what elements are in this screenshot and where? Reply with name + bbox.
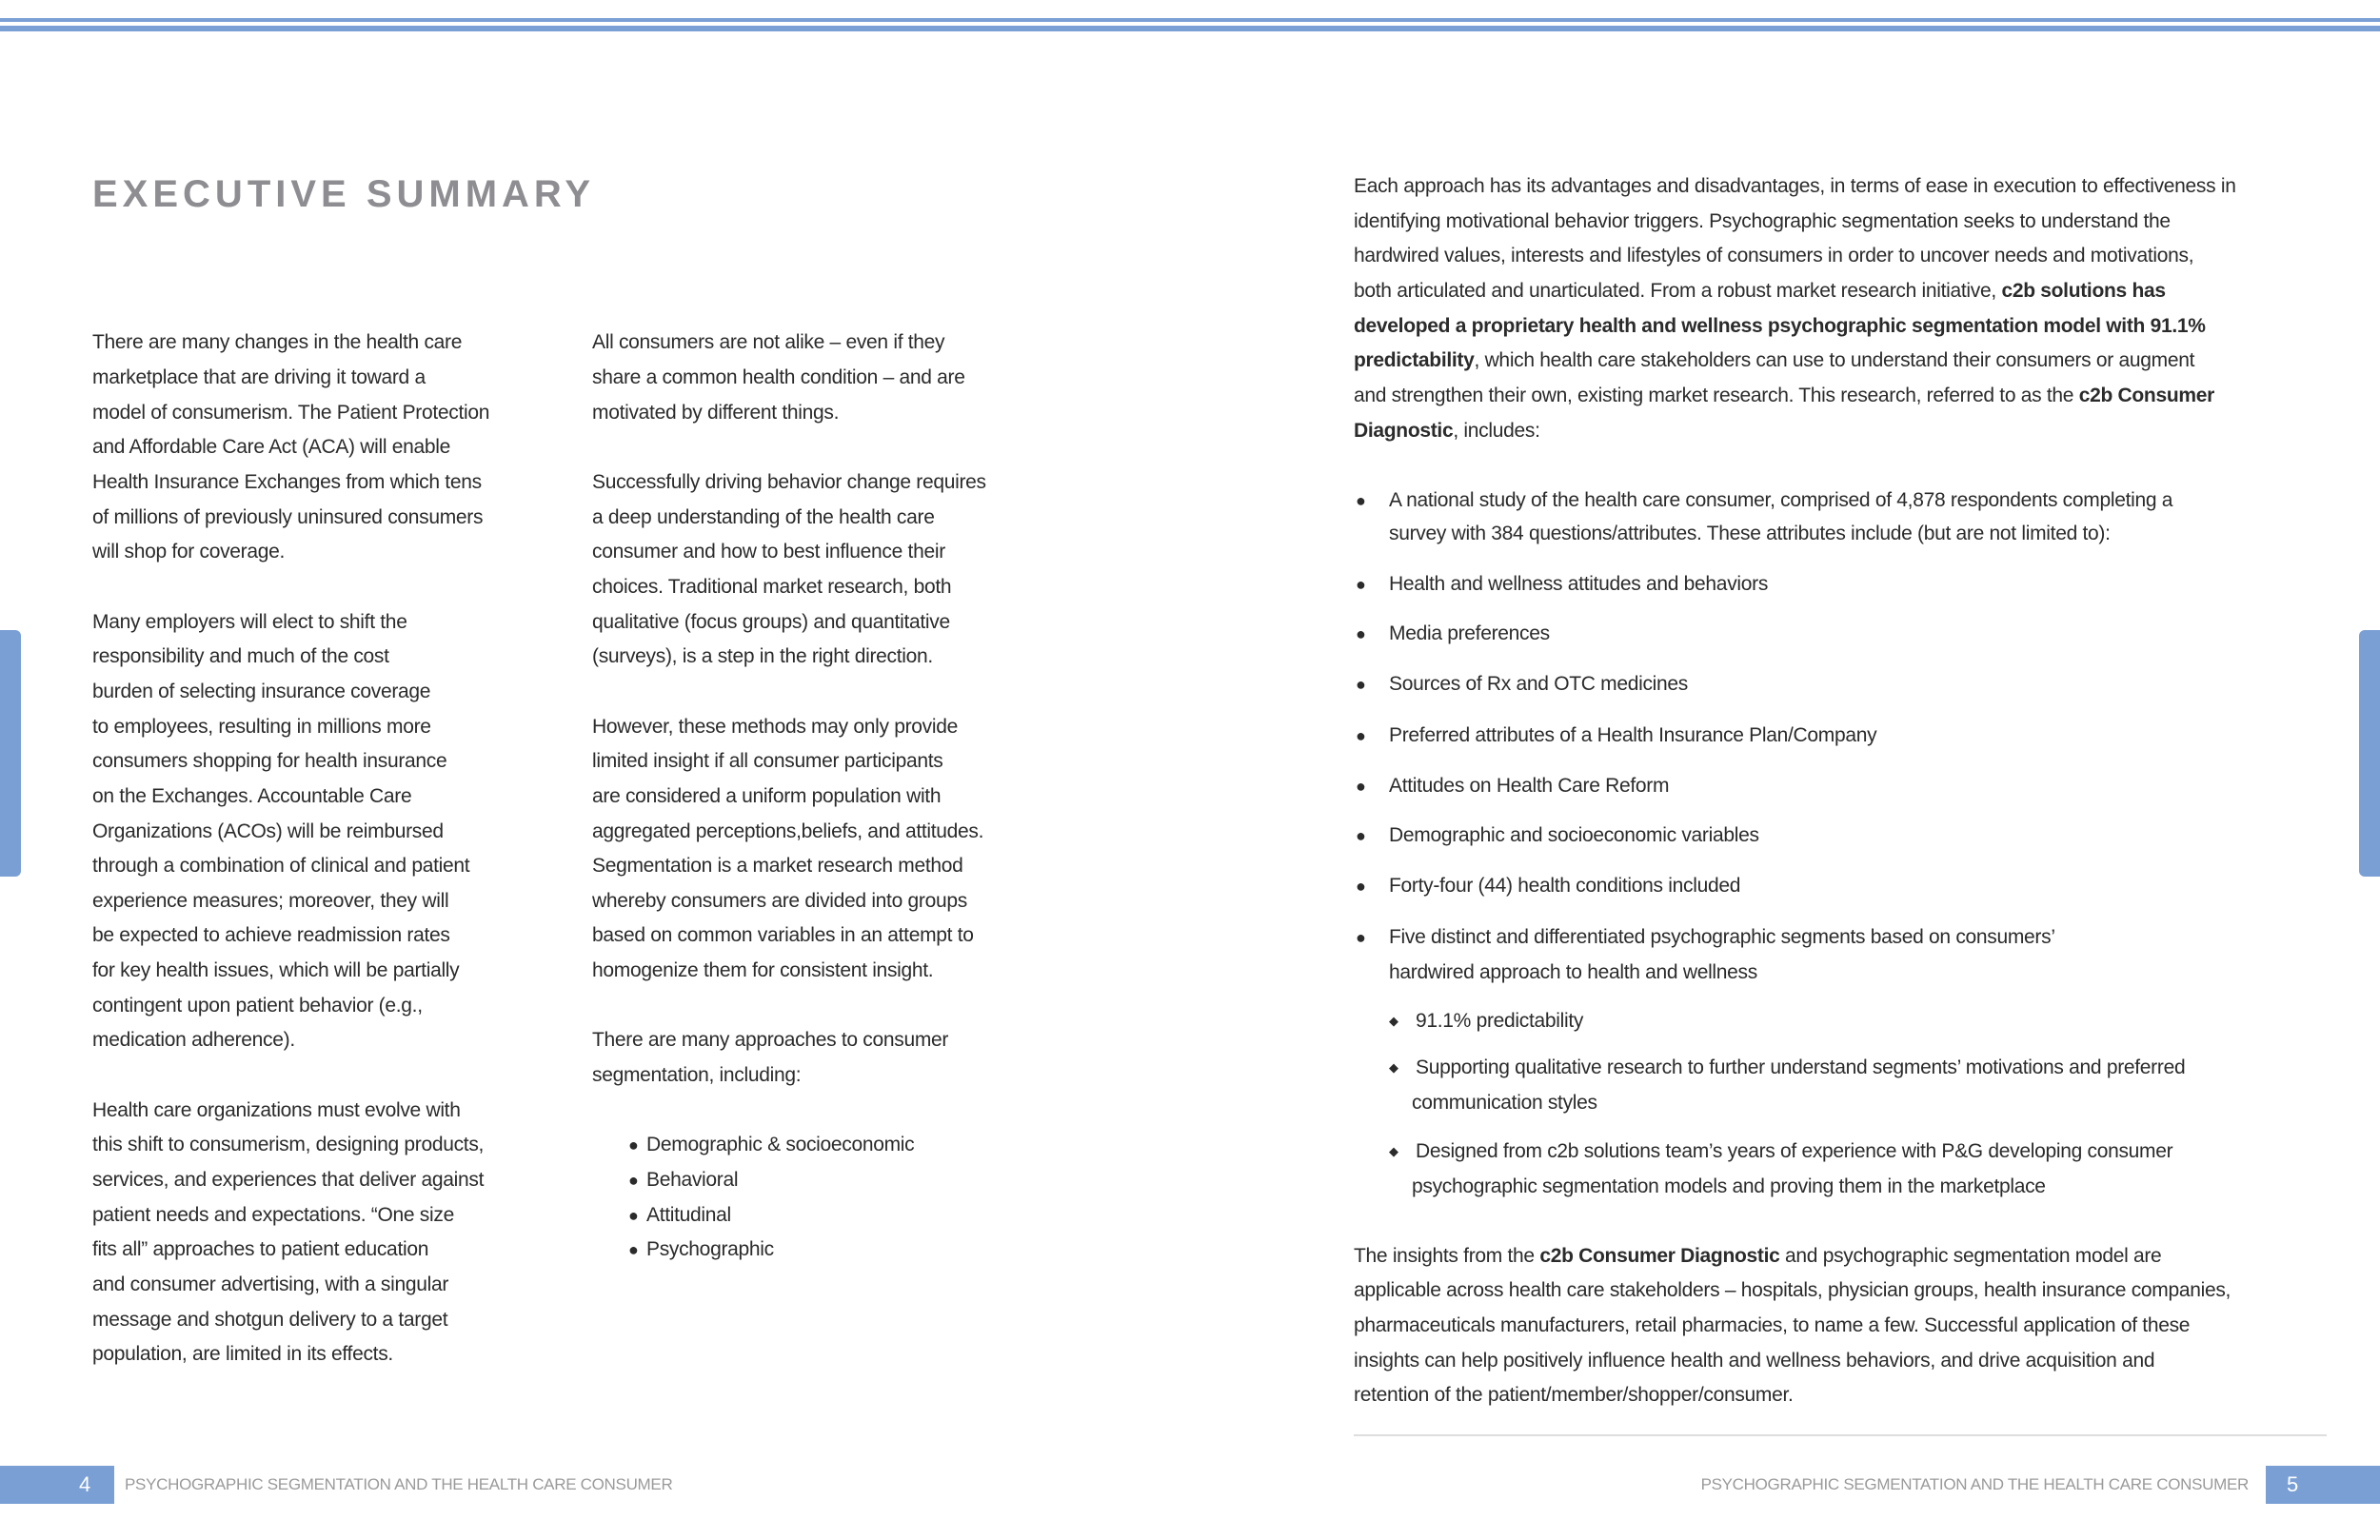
paragraph-line: All consumers are not alike – even if they <box>592 331 945 354</box>
paragraph-line: contingent upon patient behavior (e.g., <box>92 994 423 1017</box>
top-rule-thick <box>0 26 2380 31</box>
bullet-item: Media preferences <box>1389 622 1550 645</box>
text-segment: both articulated and unarticulated. From a robust market research initiative, <box>1354 280 2002 303</box>
bullet-item: A national study of the health care consumer, comprised of 4,878 respondents completing a <box>1389 489 2173 512</box>
paragraph-line: However, these methods may only provide <box>592 715 958 738</box>
paragraph-line: Segmentation is a market research method <box>592 855 963 878</box>
paragraph-line: message and shotgun delivery to a target <box>92 1308 448 1331</box>
text-segment: and strengthen their own, existing market research. This research, referred to as the <box>1354 385 2079 407</box>
paragraph-line: through a combination of clinical and patient <box>92 855 470 878</box>
diamond-bullet-icon: ◆ <box>1389 1060 1398 1076</box>
sub-bullet-item: 91.1% predictability <box>1416 1009 1584 1032</box>
top-rule-thin <box>0 18 2380 22</box>
paragraph-line: be expected to achieve readmission rates <box>92 924 450 947</box>
bullet-icon: ● <box>1356 826 1366 846</box>
page-number-left <box>0 1466 114 1504</box>
paragraph-line: Health Insurance Exchanges from which tens <box>92 470 482 493</box>
paragraph-line: homogenize them for consistent insight. <box>592 959 934 982</box>
sub-bullet-item: Supporting qualitative research to further understand segments’ motivations and preferred <box>1416 1056 2186 1079</box>
bullet-icon: ● <box>1356 674 1366 694</box>
paragraph-line: population, are limited in its effects. <box>92 1343 393 1366</box>
paragraph-line: patient needs and expectations. “One size <box>92 1203 454 1226</box>
paragraph-line: limited insight if all consumer participants <box>592 750 943 773</box>
paragraph-line: for key health issues, which will be partially <box>92 959 460 982</box>
paragraph-line: There are many changes in the health care <box>92 331 463 354</box>
paragraph-line <box>1354 309 2206 344</box>
diamond-bullet-icon: ◆ <box>1389 1013 1398 1028</box>
bold-text: c2b Consumer Diagnostic <box>1539 1244 1780 1267</box>
running-title-left: PSYCHOGRAPHIC SEGMENTATION AND THE HEALTH CARE CONSUMER <box>125 1475 673 1493</box>
paragraph-line: burden of selecting insurance coverage <box>92 680 431 702</box>
bullet-icon: ● <box>1356 776 1366 796</box>
paragraph-line: services, and experiences that deliver against <box>92 1169 485 1192</box>
paragraph-line: and Affordable Care Act (ACA) will enable <box>92 436 451 459</box>
right-side-tab <box>2359 630 2380 877</box>
text-segment: The insights from the <box>1354 1244 1540 1267</box>
diamond-bullet-icon: ◆ <box>1389 1143 1398 1158</box>
bullet-icon: ● <box>1356 726 1366 746</box>
bullet-item: survey with 384 questions/attributes. These attributes include (but are not limited to): <box>1389 523 2111 545</box>
paragraph-line: segmentation, including: <box>592 1064 802 1087</box>
bullet-item: Preferred attributes of a Health Insurance Plan/Company <box>1389 724 1877 747</box>
paragraph-line: fits all” approaches to patient education <box>92 1238 429 1261</box>
paragraph-line: There are many approaches to consumer <box>592 1029 949 1052</box>
paragraph-line: (surveys), is a step in the right direction. <box>592 645 933 668</box>
bullet-item: Sources of Rx and OTC medicines <box>1389 672 1688 695</box>
paragraph-line: insights can help positively influence health and wellness behaviors, and drive acquisition and <box>1354 1349 2155 1372</box>
paragraph-line: Many employers will elect to shift the <box>92 610 407 633</box>
page-number-right <box>2266 1466 2380 1504</box>
paragraph-line: consumers shopping for health insurance <box>92 750 447 773</box>
paragraph-line: based on common variables in an attempt to <box>592 924 974 947</box>
bullet-item: Psychographic <box>646 1238 774 1261</box>
bullet-item: Attitudinal <box>646 1203 731 1226</box>
bullet-item: Behavioral <box>646 1169 739 1192</box>
paragraph-line <box>1354 379 2214 413</box>
bullet-icon: ● <box>628 1205 639 1225</box>
paragraph-line: of millions of previously uninsured consumers <box>92 505 484 528</box>
paragraph-line: Organizations (ACOs) will be reimbursed <box>92 819 444 842</box>
paragraph-line: qualitative (focus groups) and quantitative <box>592 610 950 633</box>
bullet-item: Attitudes on Health Care Reform <box>1389 774 1670 797</box>
bullet-icon: ● <box>628 1171 639 1191</box>
sub-bullet-item: Designed from c2b solutions team’s years of experience with P&G developing consumer <box>1416 1139 2173 1162</box>
paragraph-line: marketplace that are driving it toward a <box>92 365 426 388</box>
footer-divider <box>1354 1434 2327 1436</box>
bullet-item: Forty-four (44) health conditions included <box>1389 874 1741 897</box>
paragraph-line <box>1354 1239 2161 1273</box>
left-side-tab <box>0 630 21 877</box>
paragraph-line: and consumer advertising, with a singular <box>92 1273 449 1296</box>
bullet-icon: ● <box>628 1240 639 1260</box>
paragraph-line: Each approach has its advantages and disadvantages, in terms of ease in execution to effectiveness in <box>1354 175 2236 198</box>
page-title: EXECUTIVE SUMMARY <box>92 173 596 215</box>
paragraph-line: retention of the patient/member/shopper/consumer. <box>1354 1384 1794 1407</box>
text-segment: , which health care stakeholders can use to understand their consumers or augment <box>1474 349 2195 372</box>
text-segment: and psychographic segmentation model are <box>1779 1244 2162 1267</box>
paragraph-line: medication adherence). <box>92 1029 295 1052</box>
bullet-item: Five distinct and differentiated psychographic segments based on consumers’ <box>1389 926 2055 949</box>
paragraph-line <box>1354 414 1540 448</box>
bold-text: developed a proprietary health and wellness psychographic segmentation model with 91.1% <box>1354 314 2206 337</box>
bold-text: c2b solutions has <box>2001 280 2166 303</box>
bullet-icon: ● <box>1356 928 1366 948</box>
bold-text: predictability <box>1354 349 1475 372</box>
bullet-item: Health and wellness attitudes and behaviors <box>1389 572 1769 595</box>
paragraph-line: choices. Traditional market research, both <box>592 575 952 598</box>
bold-text: Diagnostic <box>1354 419 1454 442</box>
paragraph-line: hardwired values, interests and lifestyles of consumers in order to uncover needs and motivations, <box>1354 245 2194 267</box>
paragraph-line: share a common health condition – and are <box>592 365 965 388</box>
bullet-icon: ● <box>628 1135 639 1155</box>
bullet-item: Demographic & socioeconomic <box>646 1134 915 1156</box>
paragraph-line: experience measures; moreover, they will <box>92 889 449 912</box>
sub-bullet-item: communication styles <box>1412 1091 1597 1114</box>
paragraph-line <box>1354 344 2194 378</box>
bullet-item: Demographic and socioeconomic variables <box>1389 824 1759 847</box>
paragraph-line: whereby consumers are divided into groups <box>592 889 967 912</box>
paragraph-line: consumer and how to best influence their <box>592 541 945 563</box>
page-number: 4 <box>79 1472 91 1496</box>
text-segment: , includes: <box>1453 419 1540 442</box>
bullet-icon: ● <box>1356 491 1366 511</box>
paragraph-line: pharmaceuticals manufacturers, retail pharmacies, to name a few. Successful application of these <box>1354 1314 2191 1337</box>
sub-bullet-item: psychographic segmentation models and proving them in the marketplace <box>1412 1175 2046 1197</box>
bullet-icon: ● <box>1356 876 1366 896</box>
bullet-item: hardwired approach to health and wellness <box>1389 960 1757 983</box>
bullet-icon: ● <box>1356 574 1366 594</box>
paragraph-line: applicable across health care stakeholders – hospitals, physician groups, health insurance companies, <box>1354 1279 2231 1302</box>
paragraph-line: model of consumerism. The Patient Protection <box>92 401 490 424</box>
paragraph-line: this shift to consumerism, designing products, <box>92 1134 485 1156</box>
paragraph-line: to employees, resulting in millions more <box>92 715 431 738</box>
paragraph-line: aggregated perceptions,beliefs, and attitudes. <box>592 819 984 842</box>
bold-text: c2b Consumer <box>2078 385 2214 407</box>
page-number: 5 <box>2287 1472 2299 1496</box>
paragraph-line: are considered a uniform population with <box>592 784 942 807</box>
paragraph-line: Health care organizations must evolve with <box>92 1098 461 1121</box>
paragraph-line: will shop for coverage. <box>92 541 286 563</box>
paragraph-line: on the Exchanges. Accountable Care <box>92 784 412 807</box>
paragraph-line: a deep understanding of the health care <box>592 505 935 528</box>
paragraph-line <box>1354 274 2166 308</box>
running-title-right: PSYCHOGRAPHIC SEGMENTATION AND THE HEALTH CARE CONSUMER <box>1700 1475 2249 1493</box>
paragraph-line: motivated by different things. <box>592 401 840 424</box>
paragraph-line: identifying motivational behavior triggers. Psychographic segmentation seeks to understand the <box>1354 209 2171 232</box>
paragraph-line: Successfully driving behavior change requires <box>592 470 986 493</box>
bullet-icon: ● <box>1356 624 1366 644</box>
paragraph-line: responsibility and much of the cost <box>92 645 389 668</box>
